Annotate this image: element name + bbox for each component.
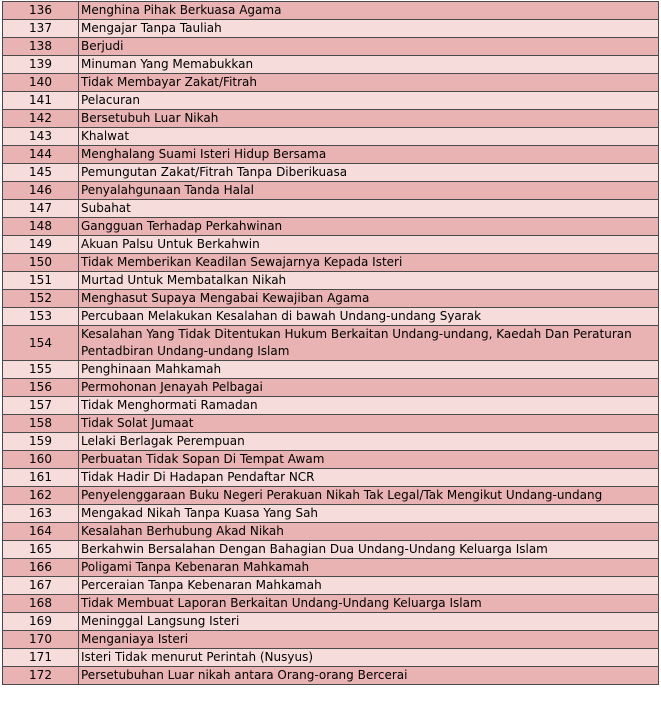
row-offence: Subahat [79, 200, 659, 218]
table-row [3, 164, 659, 182]
table-row [3, 38, 659, 56]
table-row [3, 20, 659, 38]
row-number: 172 [3, 667, 79, 685]
row-number: 151 [3, 272, 79, 290]
row-offence: Bersetubuh Luar Nikah [79, 110, 659, 128]
row-offence: Mengakad Nikah Tanpa Kuasa Yang Sah [79, 505, 659, 523]
row-offence: Permohonan Jenayah Pelbagai [79, 379, 659, 397]
row-offence: Menghina Pihak Berkuasa Agama [79, 2, 659, 20]
table-row [3, 415, 659, 433]
row-offence: Tidak Solat Jumaat [79, 415, 659, 433]
table-row [3, 128, 659, 146]
table-row [3, 451, 659, 469]
table-row [3, 146, 659, 164]
row-offence: Khalwat [79, 128, 659, 146]
table-row [3, 667, 659, 685]
row-offence: Tidak Membuat Laporan Berkaitan Undang-Undang Keluarga Islam [79, 595, 659, 613]
row-number: 146 [3, 182, 79, 200]
row-offence: Penyelenggaraan Buku Negeri Perakuan Nikah Tak Legal/Tak Mengikut Undang-undang [79, 487, 659, 505]
table-row [3, 92, 659, 110]
row-offence: Menghasut Supaya Mengabai Kewajiban Agama [79, 290, 659, 308]
row-number: 142 [3, 110, 79, 128]
row-number: 170 [3, 631, 79, 649]
row-number: 166 [3, 559, 79, 577]
row-offence: Kesalahan Yang Tidak Ditentukan Hukum Berkaitan Undang-undang, Kaedah Dan Peraturan Pentadbiran Undang-undang Islam [79, 326, 659, 361]
row-number: 137 [3, 20, 79, 38]
row-offence: Minuman Yang Memabukkan [79, 56, 659, 74]
row-offence: Kesalahan Berhubung Akad Nikah [79, 523, 659, 541]
row-offence: Poligami Tanpa Kebenaran Mahkamah [79, 559, 659, 577]
row-number: 138 [3, 38, 79, 56]
table-row [3, 2, 659, 20]
table-row [3, 523, 659, 541]
table-row [3, 74, 659, 92]
row-number: 145 [3, 164, 79, 182]
row-offence: Berjudi [79, 38, 659, 56]
row-offence: Perceraian Tanpa Kebenaran Mahkamah [79, 577, 659, 595]
row-number: 144 [3, 146, 79, 164]
row-number: 167 [3, 577, 79, 595]
table-row [3, 308, 659, 326]
row-offence: Berkahwin Bersalahan Dengan Bahagian Dua Undang-Undang Keluarga Islam [79, 541, 659, 559]
row-offence: Penyalahgunaan Tanda Halal [79, 182, 659, 200]
table-row [3, 595, 659, 613]
row-number: 157 [3, 397, 79, 415]
row-offence: Tidak Membayar Zakat/Fitrah [79, 74, 659, 92]
table-row [3, 487, 659, 505]
row-offence: Mengajar Tanpa Tauliah [79, 20, 659, 38]
table-row [3, 218, 659, 236]
row-number: 168 [3, 595, 79, 613]
table-row [3, 577, 659, 595]
table-row [3, 505, 659, 523]
row-offence: Tidak Menghormati Ramadan [79, 397, 659, 415]
row-offence: Perbuatan Tidak Sopan Di Tempat Awam [79, 451, 659, 469]
row-number: 158 [3, 415, 79, 433]
table-row [3, 559, 659, 577]
row-offence: Lelaki Berlagak Perempuan [79, 433, 659, 451]
table-row [3, 379, 659, 397]
row-offence: Menganiaya Isteri [79, 631, 659, 649]
row-number: 162 [3, 487, 79, 505]
row-number: 159 [3, 433, 79, 451]
table-row [3, 631, 659, 649]
row-number: 143 [3, 128, 79, 146]
row-number: 160 [3, 451, 79, 469]
row-offence: Tidak Hadir Di Hadapan Pendaftar NCR [79, 469, 659, 487]
row-number: 171 [3, 649, 79, 667]
table-row [3, 541, 659, 559]
row-offence: Murtad Untuk Membatalkan Nikah [79, 272, 659, 290]
row-number: 163 [3, 505, 79, 523]
table-row [3, 397, 659, 415]
table-row [3, 326, 659, 361]
row-offence: Meninggal Langsung Isteri [79, 613, 659, 631]
table-row [3, 613, 659, 631]
row-offence: Isteri Tidak menurut Perintah (Nusyus) [79, 649, 659, 667]
row-number: 156 [3, 379, 79, 397]
row-number: 141 [3, 92, 79, 110]
table-row [3, 236, 659, 254]
table-row [3, 649, 659, 667]
row-offence: Pemungutan Zakat/Fitrah Tanpa Diberikuasa [79, 164, 659, 182]
row-offence: Persetubuhan Luar nikah antara Orang-orang Bercerai [79, 667, 659, 685]
row-number: 153 [3, 308, 79, 326]
table-row [3, 200, 659, 218]
row-number: 147 [3, 200, 79, 218]
row-number: 161 [3, 469, 79, 487]
table-row [3, 361, 659, 379]
table-row [3, 254, 659, 272]
row-offence: Pelacuran [79, 92, 659, 110]
row-number: 139 [3, 56, 79, 74]
row-offence: Menghalang Suami Isteri Hidup Bersama [79, 146, 659, 164]
row-number: 148 [3, 218, 79, 236]
row-number: 165 [3, 541, 79, 559]
table-row [3, 56, 659, 74]
row-number: 136 [3, 2, 79, 20]
row-number: 140 [3, 74, 79, 92]
row-offence: Akuan Palsu Untuk Berkahwin [79, 236, 659, 254]
row-number: 149 [3, 236, 79, 254]
table-row [3, 433, 659, 451]
row-number: 155 [3, 361, 79, 379]
row-number: 150 [3, 254, 79, 272]
row-number: 164 [3, 523, 79, 541]
table-row [3, 469, 659, 487]
row-offence: Gangguan Terhadap Perkahwinan [79, 218, 659, 236]
row-number: 154 [3, 326, 79, 361]
table-row [3, 182, 659, 200]
offence-table [2, 1, 659, 685]
row-number: 152 [3, 290, 79, 308]
table-row [3, 272, 659, 290]
row-offence: Penghinaan Mahkamah [79, 361, 659, 379]
table-row [3, 290, 659, 308]
row-number: 169 [3, 613, 79, 631]
row-offence: Tidak Memberikan Keadilan Sewajarnya Kepada Isteri [79, 254, 659, 272]
table-row [3, 110, 659, 128]
offence-table-body [3, 2, 659, 685]
row-offence: Percubaan Melakukan Kesalahan di bawah Undang-undang Syarak [79, 308, 659, 326]
